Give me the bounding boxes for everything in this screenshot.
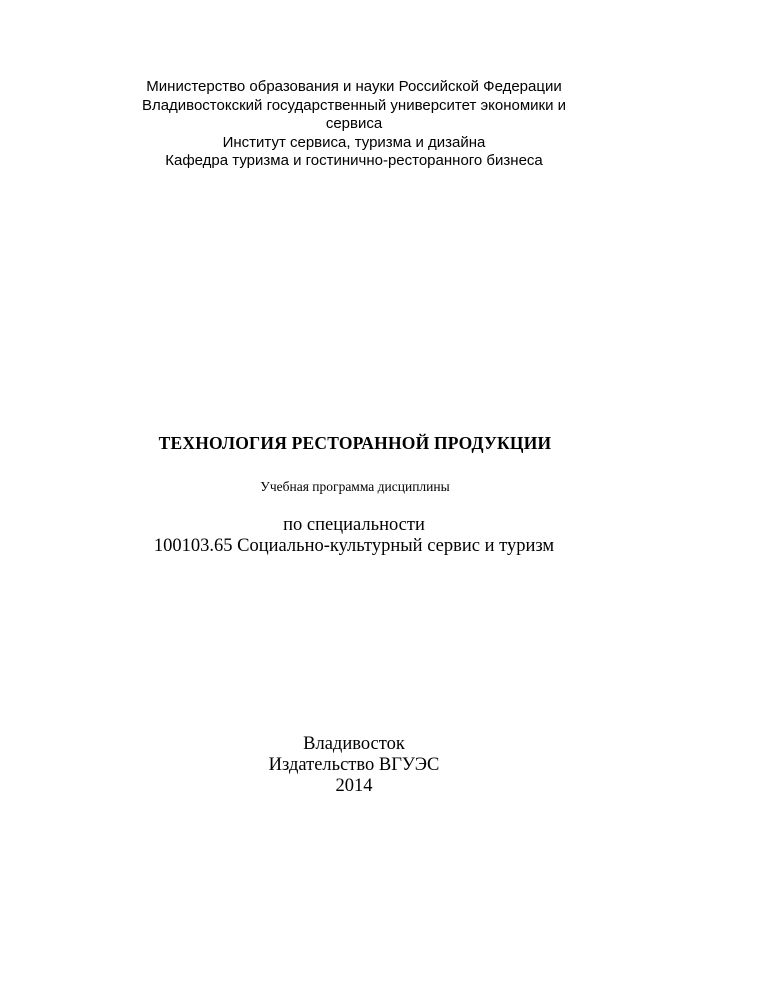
institution-header xyxy=(100,78,608,171)
university-line: Владивостокский государственный университет экономики и xyxy=(141,96,567,114)
imprint-city: Владивосток xyxy=(303,734,405,754)
imprint-publisher: Издательство ВГУЭС xyxy=(268,755,440,775)
university-line-continued: сервиса xyxy=(325,115,383,132)
specialty-code-name: 100103.65 Социально-культурный сервис и туризм xyxy=(153,536,555,556)
specialty-label: по специальности xyxy=(283,515,425,535)
institute-line: Институт сервиса, туризма и дизайна xyxy=(222,133,486,151)
imprint-block xyxy=(100,734,608,797)
document-title: ТЕХНОЛОГИЯ РЕСТОРАННОЙ ПРОДУКЦИИ xyxy=(158,433,552,453)
ministry-line: Министерство образования и науки Российской Федерации xyxy=(146,78,562,95)
specialty-block xyxy=(100,515,608,557)
document-subtitle: Учебная программа дисциплины xyxy=(260,479,450,494)
department-line: Кафедра туризма и гостинично-ресторанного бизнеса xyxy=(165,152,543,169)
imprint-year: 2014 xyxy=(335,776,373,796)
